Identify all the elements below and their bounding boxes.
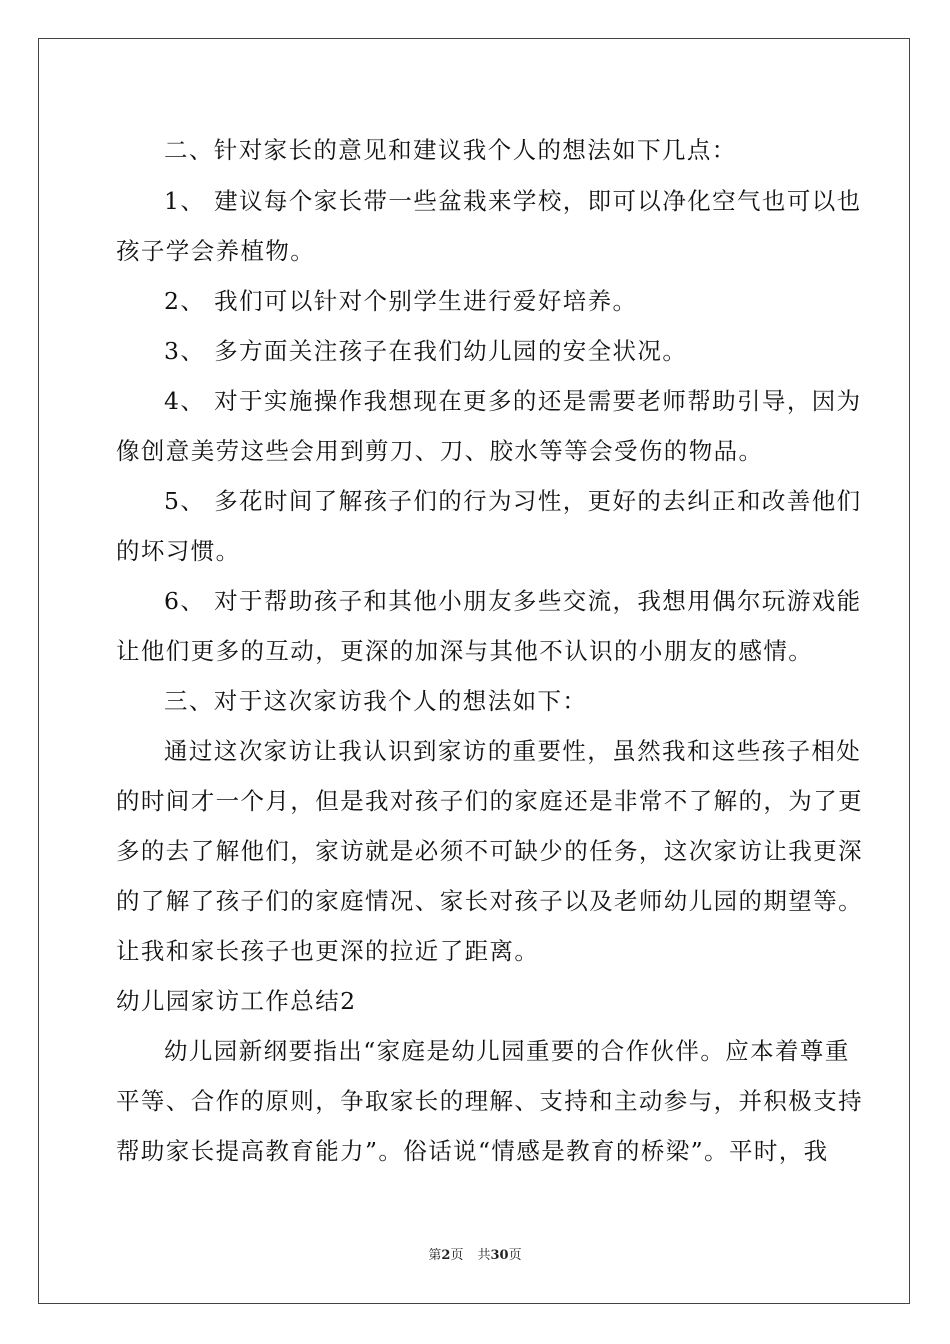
- page-unit: 页: [450, 1248, 464, 1263]
- paragraph-line: 3、 多方面关注孩子在我们幼儿园的安全状况。: [164, 337, 688, 365]
- paragraph-line: 2、 我们可以针对个别学生进行爱好培养。: [164, 287, 638, 315]
- total-prefix: 共: [477, 1248, 491, 1263]
- current-page-number: 2: [441, 1248, 451, 1263]
- article-title: 幼儿园家访工作总结2: [116, 987, 357, 1015]
- page-footer: [0, 1247, 950, 1265]
- paragraph-line: 多的去了解他们，家访就是必须不可缺少的任务，这次家访让我更深: [116, 837, 863, 865]
- paragraph-line: 的坏习惯。: [116, 537, 241, 565]
- paragraph-line: 孩子学会养植物。: [116, 237, 316, 265]
- paragraph-line: 的时间才一个月，但是我对孩子们的家庭还是非常不了解的，为了更: [116, 787, 863, 815]
- section-heading-3: 三、对于这次家访我个人的想法如下：: [164, 687, 588, 715]
- paragraph-line: 6、 对于帮助孩子和其他小朋友多些交流，我想用偶尔玩游戏能: [164, 587, 862, 615]
- page-prefix: 第: [428, 1248, 442, 1263]
- paragraph-line: 通过这次家访让我认识到家访的重要性，虽然我和这些孩子相处: [164, 737, 862, 765]
- paragraph-line: 4、 对于实施操作我想现在更多的还是需要老师帮助引导，因为: [164, 387, 862, 415]
- paragraph-line: 的了解了孩子们的家庭情况、家长对孩子以及老师幼儿园的期望等。: [116, 887, 863, 915]
- paragraph-line: 5、 多花时间了解孩子们的行为习性，更好的去纠正和改善他们: [164, 487, 862, 515]
- total-page-count: 30: [490, 1248, 509, 1263]
- total-unit: 页: [508, 1248, 522, 1263]
- section-heading-2: 二、针对家长的意见和建议我个人的想法如下几点：: [164, 136, 737, 164]
- paragraph-line: 幼儿园新纲要指出“家庭是幼儿园重要的合作伙伴。应本着尊重: [164, 1037, 850, 1065]
- paragraph-line: 帮助家长提高教育能力”。俗话说“情感是教育的桥梁”。平时，我: [116, 1137, 829, 1165]
- paragraph-line: 让他们更多的互动，更深的加深与其他不认识的小朋友的感情。: [116, 637, 814, 665]
- paragraph-line: 让我和家长孩子也更深的拉近了距离。: [116, 937, 540, 965]
- paragraph-line: 像创意美劳这些会用到剪刀、刀、胶水等等会受伤的物品。: [116, 437, 764, 465]
- paragraph-line: 平等、合作的原则，争取家长的理解、支持和主动参与，并积极支持: [116, 1087, 863, 1115]
- paragraph-line: 1、 建议每个家长带一些盆栽来学校，即可以净化空气也可以也: [164, 187, 862, 215]
